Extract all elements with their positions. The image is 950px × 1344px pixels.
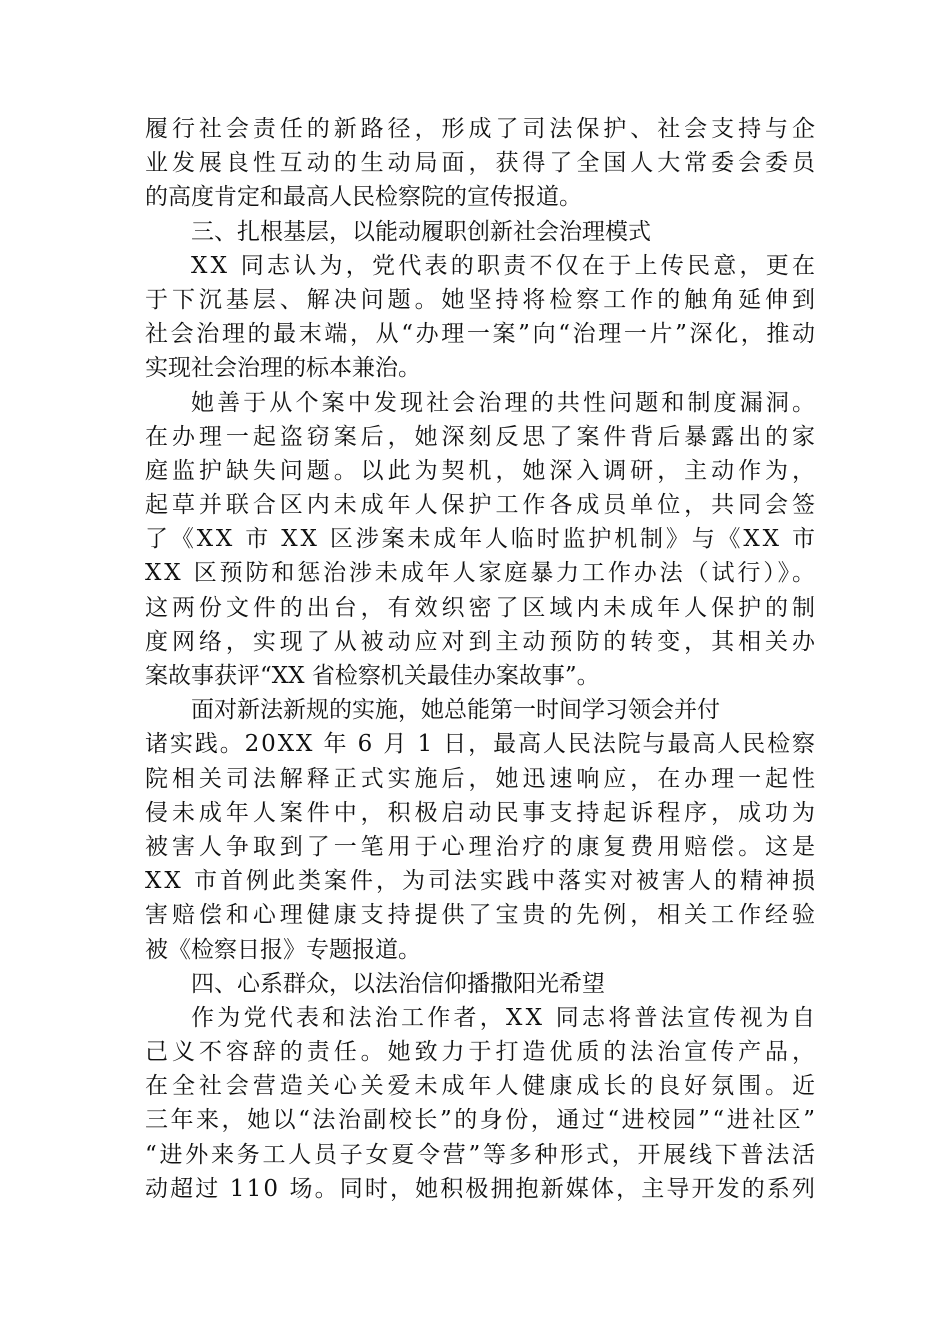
text-line: 在全社会营造关心关爱未成年人健康成长的良好氛围。近	[145, 1073, 819, 1100]
text-line: 社会治理的最末端，从“办理一案”向“治理一片”深化，推动	[145, 321, 818, 348]
paragraph-first-line: 作为党代表和法治工作者，XX 同志将普法宣传视为自	[191, 1004, 819, 1031]
text-line: 被《检察日报》专题报道。	[145, 936, 421, 963]
text-line: 被害人争取到了一笔用于心理治疗的康复费用赔偿。这是	[145, 833, 819, 860]
text-line: 在办理一起盗窃案后，她深刻反思了案件背后暴露出的家	[145, 423, 819, 450]
text-line: 了《XX 市 XX 区涉案未成年人临时监护机制》与《XX 市	[145, 526, 818, 553]
text-line: XX 区预防和惩治涉未成年人家庭暴力工作办法（试行）》。	[145, 560, 818, 587]
text-line: 三年来，她以“法治副校长”的身份，通过“进校园”“进社区”	[145, 1107, 818, 1134]
text-line: 实现社会治理的标本兼治。	[145, 355, 421, 382]
text-line: 案故事获评“XX 省检察机关最佳办案故事”。	[145, 663, 600, 689]
text-line: 己义不容辞的责任。她致力于打造优质的法治宣传产品，	[145, 1039, 819, 1066]
text-line: 的高度肯定和最高人民检察院的宣传报道。	[145, 184, 582, 211]
paragraph-first-line: 面对新法新规的实施，她总能第一时间学习领会并付	[191, 697, 720, 724]
text-line: 履行社会责任的新路径，形成了司法保护、社会支持与企	[145, 116, 819, 142]
text-line: 起草并联合区内未成年人保护工作各成员单位，共同会签	[145, 492, 819, 519]
paragraph-first-line: 她善于从个案中发现社会治理的共性问题和制度漏洞。	[191, 389, 819, 416]
paragraph-first-line: 三、扎根基层，以能动履职创新社会治理模式	[191, 218, 651, 245]
text-line: 于下沉基层、解决问题。她坚持将检察工作的触角延伸到	[145, 286, 819, 313]
text-line: 动超过 110 场。同时，她积极拥抱新媒体，主导开发的系列	[145, 1175, 818, 1202]
text-line: 庭监护缺失问题。以此为契机，她深入调研，主动作为，	[145, 457, 819, 484]
text-line: 侵未成年人案件中，积极启动民事支持起诉程序，成功为	[145, 799, 819, 826]
text-line: 度网络，实现了从被动应对到主动预防的转变，其相关办	[145, 628, 819, 655]
text-line: “进外来务工人员子女夏令营”等多种形式，开展线下普法活	[145, 1141, 818, 1168]
text-line: 院相关司法解释正式实施后，她迅速响应，在办理一起性	[145, 765, 819, 792]
text-line: 这两份文件的出台，有效织密了区域内未成年人保护的制	[145, 594, 819, 621]
text-line: XX 市首例此类案件，为司法实践中落实对被害人的精神损	[145, 868, 819, 895]
text-line: 害赔偿和心理健康支持提供了宝贵的先例，相关工作经验	[145, 902, 819, 929]
paragraph-first-line: 四、心系群众，以法治信仰播撒阳光希望	[191, 970, 605, 997]
paragraph-first-line: XX 同志认为，党代表的职责不仅在于上传民意，更在	[191, 252, 819, 279]
document-body	[145, 112, 819, 1206]
text-line: 诸实践。20XX 年 6 月 1 日，最高人民法院与最高人民检察	[145, 731, 817, 758]
text-line: 业发展良性互动的生动局面，获得了全国人大常委会委员	[145, 150, 819, 177]
